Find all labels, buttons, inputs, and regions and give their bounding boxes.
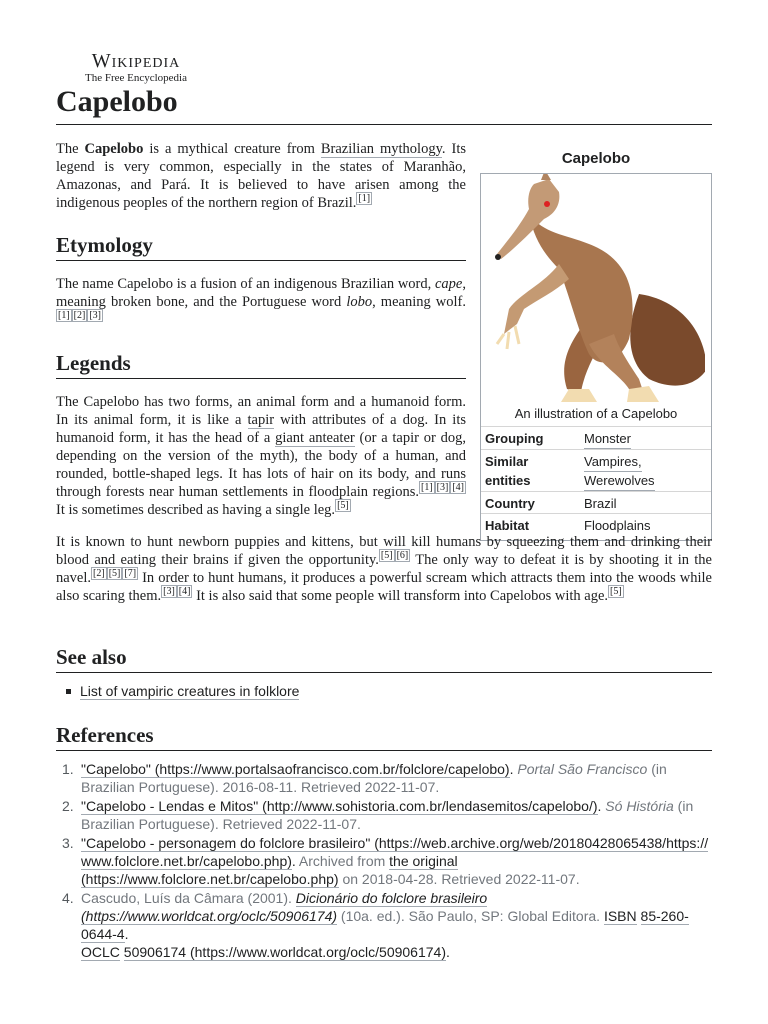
heading-rule (56, 260, 466, 261)
ref-link[interactable]: [1] (358, 193, 371, 205)
text: It is known to hunt newborn puppies and kittens, but will kill humans by squeezing them and drinking their blood and eating their brains if given the opportunity. (56, 534, 712, 568)
ref-link[interactable]: [4] (452, 482, 464, 494)
link-brazilian-mythology[interactable]: Brazilian mythology (320, 141, 442, 157)
text: The Capelobo has two forms, an animal form and a humanoid form. In its animal form, it is like a (56, 394, 466, 428)
infobox-key: Country (485, 496, 535, 511)
reference-number: 4. (62, 890, 74, 906)
reference-detail: on 2018-04-28. Retrieved 2022-11-07. (338, 871, 580, 887)
reference-item (62, 834, 712, 888)
link-vampires[interactable]: Vampires, (584, 452, 642, 472)
reference-number: 3. (62, 835, 74, 851)
title-rule (56, 124, 712, 125)
ref-link[interactable]: [5] (108, 568, 121, 580)
text: In order to hunt humans, it produces a powerful scream which attracts them into the woods while also scaring them. (56, 570, 712, 604)
ref-link[interactable]: [1] (58, 310, 70, 322)
text: . Its legend is very common, especially in the states of Maranhão, Amazonas, and Pará. It is believed to have arisen among the indigenous peoples of the northern region of Brazil. (56, 141, 466, 211)
text: The name Capelobo is a fusion of an indigenous Brazilian word, (56, 276, 435, 292)
reference-author: Cascudo, Luís da Câmara (2001). (81, 890, 296, 906)
ref-link[interactable]: [1] (420, 482, 433, 494)
heading-see-also: See also (56, 645, 127, 669)
reference-item: 4. Cascudo, Luís da Câmara (2001). Dicionário do folclore brasileiro (https://www.worldcat.org/oclc/50906174) (10a. ed.). São Paulo, SP: Global Editora. ISBN 85-260-0644-4. OCLC 50906174 (https://www.worldcat.org/oclc/50906174). (62, 890, 689, 960)
bold-title: Capelobo (84, 141, 144, 157)
reference-link[interactable]: Dicionário do folclore brasileiro (https://www.worldcat.org/oclc/50906174) (81, 890, 488, 924)
ref-link[interactable]: [6] (396, 550, 409, 562)
reference-detail: (in Brazilian Portuguese). 2016-08-11. Retrieved 2022-11-07. (81, 761, 667, 795)
text: with attributes of a dog. In its humanoid form, it has the head of a (56, 412, 466, 446)
text: The (56, 141, 85, 157)
legends-paragraph-2 (56, 533, 712, 605)
text: . (509, 761, 514, 777)
reference-link[interactable]: "Capelobo - personagem do folclore brasileiro" (https://web.archive.org/web/20180428065438/https://www.folclore.net.br/capelobo.php) (81, 835, 709, 869)
infobox-title: Capelobo (561, 150, 631, 167)
infobox-value: Floodplains (584, 518, 651, 533)
reference-detail: (in Brazilian Portuguese). Retrieved 2022-11-07. (81, 798, 694, 832)
reference-item (62, 797, 712, 833)
text: It is sometimes described as having a single leg. (56, 502, 336, 518)
logo-tagline: The Free Encyclopedia (84, 72, 187, 84)
original-link[interactable]: the original (https://www.folclore.net.br/capelobo.php) (81, 853, 458, 887)
archived-label: Archived from (295, 853, 390, 869)
infobox-key: Grouping (485, 431, 544, 446)
publisher: Portal São Francisco (513, 761, 648, 777)
text: (or a tapir or dog, depending on the version of the myth), the body of a human, and rounded, bottle-shaped legs. It has lots of hair on its body, and runs through forests near human settlements in floodplain regions. (56, 430, 466, 500)
ref-link[interactable]: [4] (178, 586, 191, 598)
bullet (66, 689, 71, 694)
ref-link[interactable]: [7] (124, 568, 137, 580)
text: , meaning broken bone, and the Portuguese word (56, 276, 466, 310)
page-title: Capelobo (56, 85, 178, 118)
italic-word: cape (435, 276, 463, 292)
infobox-row-country (481, 491, 711, 514)
link-werewolves[interactable]: Werewolves (584, 471, 655, 491)
text: . (291, 853, 296, 869)
intro-paragraph (56, 140, 466, 212)
link-brazil[interactable]: Brazil (584, 494, 617, 514)
reference-number: 1. (62, 761, 74, 777)
link-list-of-vampiric-creatures[interactable]: List of vampiric creatures in folklore (80, 683, 300, 699)
references-list (62, 760, 712, 962)
reference-number: 2. (62, 798, 74, 814)
heading-legends: Legends (56, 351, 131, 375)
logo-wordmark: Wikipedia (91, 50, 181, 72)
reference-item (62, 760, 712, 796)
infobox-key: Habitat (485, 518, 530, 533)
heading-rule (56, 378, 466, 379)
heading-rule (56, 672, 712, 673)
oclc-link[interactable]: 50906174 (https://www.worldcat.org/oclc/50906174) (123, 944, 446, 960)
oclc-label-link[interactable]: OCLC (81, 944, 120, 960)
link-tapir[interactable]: tapir (247, 412, 275, 428)
isbn-link[interactable]: 85-260-0644-4 (81, 908, 689, 942)
text: is a mythical creature from (143, 141, 321, 157)
reference-link[interactable]: "Capelobo" (https://www.portalsaofrancisco.com.br/folclore/capelobo) (81, 761, 510, 777)
infobox-caption: An illustration of a Capelobo (514, 406, 678, 421)
heading-references: References (56, 723, 154, 747)
text: It is also said that some people will transform into Capelobos with age. (192, 588, 609, 604)
text: . (446, 944, 450, 960)
text: The only way to defeat it is by shooting it in the navel. (56, 552, 712, 586)
ref-link[interactable]: [2] (73, 310, 86, 322)
infobox-key: Similar entities (485, 454, 531, 488)
publisher: Só História (601, 798, 674, 814)
ref-link[interactable]: [5] (610, 586, 622, 598)
infobox-row-grouping (481, 426, 711, 450)
text: , meaning wolf. (372, 294, 466, 310)
reference-link[interactable]: "Capelobo - Lendas e Mitos" (http://www.sohistoria.com.br/lendasemitos/capelobo/) (81, 798, 598, 814)
reference-detail: (10a. ed.). São Paulo, SP: Global Editora. (337, 908, 604, 924)
text: . (597, 798, 602, 814)
isbn-label-link[interactable]: ISBN (603, 908, 637, 924)
italic-word: lobo (346, 294, 373, 310)
ref-link[interactable]: [3] (436, 482, 449, 494)
heading-etymology: Etymology (56, 233, 153, 257)
link-giant-anteater[interactable]: giant anteater (275, 430, 355, 446)
wikipedia-logo[interactable] (76, 50, 196, 84)
legends-paragraph-1 (56, 393, 466, 519)
ref-link[interactable]: [3] (89, 310, 102, 322)
link-monster[interactable]: Monster (584, 429, 631, 449)
capelobo-illustration (489, 174, 705, 404)
infobox (480, 173, 712, 541)
ref-link[interactable]: [5] (380, 550, 393, 562)
ref-link[interactable]: [5] (337, 500, 349, 512)
ref-link[interactable]: [3] (163, 586, 175, 598)
infobox-row-similar (481, 449, 711, 492)
heading-rule (56, 750, 712, 751)
ref-link[interactable]: [2] (93, 568, 105, 580)
etymology-paragraph (56, 275, 466, 329)
